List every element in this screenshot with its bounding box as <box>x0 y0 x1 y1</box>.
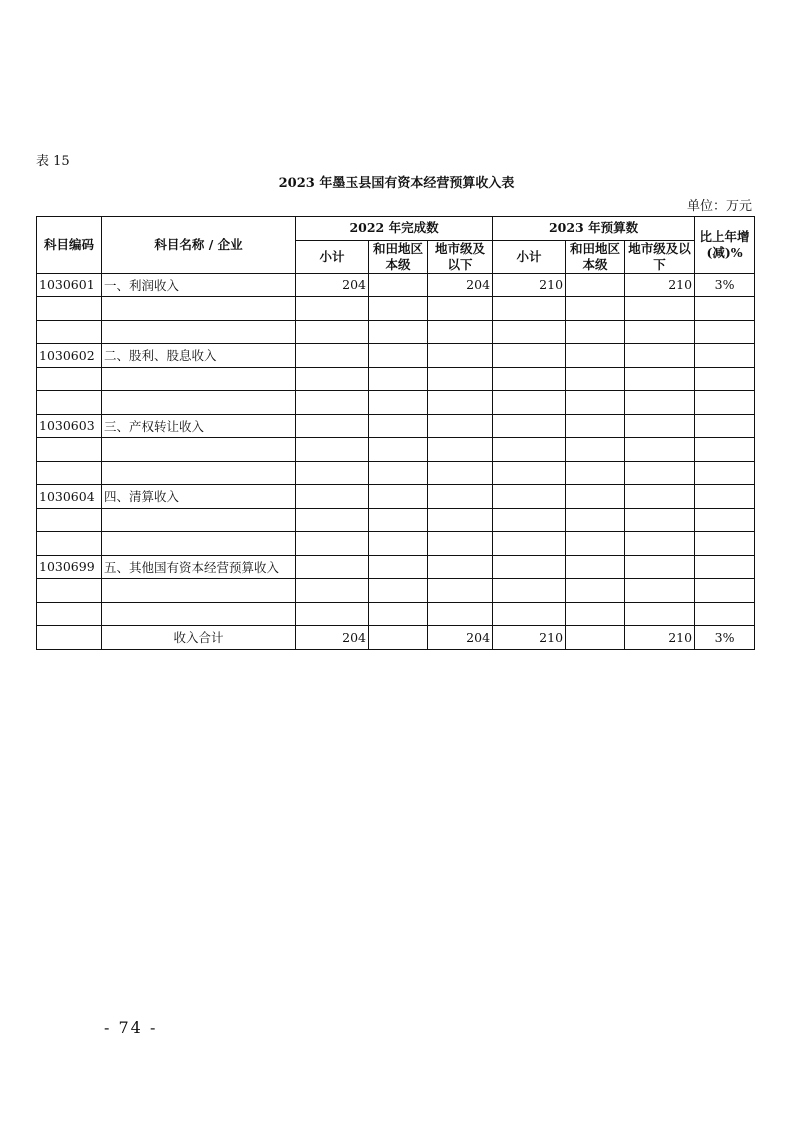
2023-subtotal-cell <box>493 344 566 368</box>
2023-city-level-cell <box>625 438 695 462</box>
total-row <box>37 626 755 650</box>
2023-city-level-cell <box>625 579 695 603</box>
name-cell: 四、清算收入 <box>102 485 296 509</box>
change-cell <box>695 344 755 368</box>
change-cell <box>695 602 755 626</box>
table-row <box>37 555 755 579</box>
header-2022-city-level: 地市级及以下 <box>428 240 493 273</box>
header-code: 科目编码 <box>37 217 102 274</box>
2023-city-level-cell <box>625 485 695 509</box>
name-cell: 三、产权转让收入 <box>102 414 296 438</box>
page-number: - 74 - <box>104 1018 158 1037</box>
change-cell <box>695 414 755 438</box>
total-change: 3% <box>695 626 755 650</box>
2022-subtotal-cell <box>296 367 369 391</box>
name-cell <box>102 391 296 415</box>
unit-label: 单位：万元 <box>686 199 752 214</box>
2022-subtotal-cell <box>296 532 369 556</box>
table-row <box>37 367 755 391</box>
2023-city-level-cell <box>625 367 695 391</box>
header-2022-hotan-level: 和田地区本级 <box>369 240 428 273</box>
header-name: 科目名称 / 企业 <box>102 217 296 274</box>
change-cell <box>695 320 755 344</box>
change-cell <box>695 532 755 556</box>
code-cell: 1030604 <box>37 485 102 509</box>
code-cell <box>37 461 102 485</box>
2022-subtotal-cell <box>296 320 369 344</box>
2023-hotan-level-cell <box>566 579 625 603</box>
table-row <box>37 273 755 297</box>
2023-city-level-cell <box>625 414 695 438</box>
2023-subtotal-cell <box>493 320 566 344</box>
2023-subtotal-cell <box>493 461 566 485</box>
2022-subtotal-cell <box>296 297 369 321</box>
2022-hotan-level-cell <box>369 273 428 297</box>
2023-hotan-level-cell <box>566 367 625 391</box>
change-cell <box>695 555 755 579</box>
2023-subtotal-cell: 210 <box>493 273 566 297</box>
2022-city-level-cell <box>428 602 493 626</box>
2022-hotan-level-cell <box>369 320 428 344</box>
2023-city-level-cell <box>625 555 695 579</box>
header-2022-subtotal: 小计 <box>296 240 369 273</box>
table-row <box>37 579 755 603</box>
2023-city-level-cell <box>625 391 695 415</box>
total-2022-hotan-level <box>369 626 428 650</box>
table-row <box>37 438 755 462</box>
2022-subtotal-cell <box>296 555 369 579</box>
table-body <box>37 273 755 649</box>
change-cell <box>695 461 755 485</box>
2022-city-level-cell <box>428 485 493 509</box>
total-code-cell <box>37 626 102 650</box>
header-change: 比上年增(减)% <box>695 217 755 274</box>
code-cell <box>37 602 102 626</box>
code-cell <box>37 532 102 556</box>
change-cell <box>695 391 755 415</box>
2023-city-level-cell <box>625 532 695 556</box>
change-cell <box>695 485 755 509</box>
code-cell <box>37 391 102 415</box>
table-row <box>37 602 755 626</box>
code-cell <box>37 297 102 321</box>
2022-city-level-cell <box>428 438 493 462</box>
2022-city-level-cell <box>428 297 493 321</box>
2023-hotan-level-cell <box>566 320 625 344</box>
table-row <box>37 532 755 556</box>
2022-city-level-cell <box>428 320 493 344</box>
2022-city-level-cell <box>428 508 493 532</box>
2022-subtotal-cell <box>296 438 369 462</box>
2023-hotan-level-cell <box>566 461 625 485</box>
2023-subtotal-cell <box>493 438 566 462</box>
2023-hotan-level-cell <box>566 273 625 297</box>
2022-city-level-cell <box>428 367 493 391</box>
name-cell: 五、其他国有资本经营预算收入 <box>102 555 296 579</box>
table-row <box>37 461 755 485</box>
name-cell <box>102 297 296 321</box>
2022-subtotal-cell <box>296 414 369 438</box>
2022-city-level-cell <box>428 555 493 579</box>
name-cell <box>102 320 296 344</box>
header-2023-city-level: 地市级及以下 <box>625 240 695 273</box>
total-2022-city-level: 204 <box>428 626 493 650</box>
2022-city-level-cell <box>428 414 493 438</box>
2022-hotan-level-cell <box>369 508 428 532</box>
name-cell <box>102 438 296 462</box>
2023-city-level-cell <box>625 320 695 344</box>
code-cell: 1030601 <box>37 273 102 297</box>
2022-hotan-level-cell <box>369 438 428 462</box>
2022-hotan-level-cell <box>369 297 428 321</box>
2022-city-level-cell <box>428 391 493 415</box>
total-2023-city-level: 210 <box>625 626 695 650</box>
name-cell <box>102 602 296 626</box>
2023-hotan-level-cell <box>566 508 625 532</box>
table-row <box>37 344 755 368</box>
change-cell <box>695 579 755 603</box>
2023-city-level-cell <box>625 461 695 485</box>
table-row <box>37 391 755 415</box>
2023-subtotal-cell <box>493 602 566 626</box>
total-2022-subtotal: 204 <box>296 626 369 650</box>
table-row <box>37 414 755 438</box>
2022-city-level-cell <box>428 532 493 556</box>
2022-hotan-level-cell <box>369 391 428 415</box>
code-cell <box>37 508 102 532</box>
header-2023-subtotal: 小计 <box>493 240 566 273</box>
2023-hotan-level-cell <box>566 602 625 626</box>
2022-hotan-level-cell <box>369 602 428 626</box>
2022-hotan-level-cell <box>369 532 428 556</box>
change-cell <box>695 438 755 462</box>
2023-city-level-cell <box>625 508 695 532</box>
2022-hotan-level-cell <box>369 579 428 603</box>
2022-city-level-cell <box>428 461 493 485</box>
code-cell: 1030699 <box>37 555 102 579</box>
2022-city-level-cell <box>428 344 493 368</box>
change-cell <box>695 367 755 391</box>
table-number-label: 表 15 <box>36 154 70 169</box>
2023-subtotal-cell <box>493 485 566 509</box>
code-cell <box>37 438 102 462</box>
2023-city-level-cell <box>625 297 695 321</box>
2022-hotan-level-cell <box>369 555 428 579</box>
2022-hotan-level-cell <box>369 344 428 368</box>
2023-hotan-level-cell <box>566 344 625 368</box>
name-cell: 二、股利、股息收入 <box>102 344 296 368</box>
2023-subtotal-cell <box>493 297 566 321</box>
table-row <box>37 485 755 509</box>
table-row <box>37 508 755 532</box>
name-cell <box>102 579 296 603</box>
document-title: 2023 年墨玉县国有资本经营预算收入表 <box>278 176 515 191</box>
total-label-cell: 收入合计 <box>102 626 296 650</box>
2023-hotan-level-cell <box>566 297 625 321</box>
code-cell: 1030602 <box>37 344 102 368</box>
total-2023-subtotal: 210 <box>493 626 566 650</box>
2022-city-level-cell <box>428 579 493 603</box>
2023-hotan-level-cell <box>566 555 625 579</box>
2023-city-level-cell: 210 <box>625 273 695 297</box>
name-cell <box>102 461 296 485</box>
budget-revenue-table <box>36 216 755 650</box>
2022-subtotal-cell <box>296 602 369 626</box>
table-header <box>37 217 755 274</box>
change-cell: 3% <box>695 273 755 297</box>
name-cell <box>102 367 296 391</box>
2023-hotan-level-cell <box>566 438 625 462</box>
2023-hotan-level-cell <box>566 391 625 415</box>
code-cell <box>37 320 102 344</box>
header-group-2023: 2023 年预算数 <box>493 217 695 241</box>
code-cell <box>37 579 102 603</box>
2022-hotan-level-cell <box>369 461 428 485</box>
name-cell <box>102 508 296 532</box>
2022-hotan-level-cell <box>369 367 428 391</box>
2023-city-level-cell <box>625 344 695 368</box>
2022-subtotal-cell: 204 <box>296 273 369 297</box>
code-cell <box>37 367 102 391</box>
table-row <box>37 320 755 344</box>
2023-subtotal-cell <box>493 414 566 438</box>
2022-city-level-cell: 204 <box>428 273 493 297</box>
2022-hotan-level-cell <box>369 485 428 509</box>
2022-subtotal-cell <box>296 344 369 368</box>
2023-hotan-level-cell <box>566 485 625 509</box>
2023-subtotal-cell <box>493 532 566 556</box>
header-group-2022: 2022 年完成数 <box>296 217 493 241</box>
2022-subtotal-cell <box>296 485 369 509</box>
code-cell: 1030603 <box>37 414 102 438</box>
2023-subtotal-cell <box>493 555 566 579</box>
2022-subtotal-cell <box>296 579 369 603</box>
name-cell <box>102 532 296 556</box>
change-cell <box>695 297 755 321</box>
2023-subtotal-cell <box>493 367 566 391</box>
2023-subtotal-cell <box>493 391 566 415</box>
name-cell: 一、利润收入 <box>102 273 296 297</box>
2023-city-level-cell <box>625 602 695 626</box>
total-2023-hotan-level <box>566 626 625 650</box>
2023-subtotal-cell <box>493 508 566 532</box>
header-2023-hotan-level: 和田地区本级 <box>566 240 625 273</box>
change-cell <box>695 508 755 532</box>
2023-subtotal-cell <box>493 579 566 603</box>
2023-hotan-level-cell <box>566 414 625 438</box>
2022-subtotal-cell <box>296 391 369 415</box>
table-row <box>37 297 755 321</box>
2022-hotan-level-cell <box>369 414 428 438</box>
2023-hotan-level-cell <box>566 532 625 556</box>
2022-subtotal-cell <box>296 508 369 532</box>
2022-subtotal-cell <box>296 461 369 485</box>
